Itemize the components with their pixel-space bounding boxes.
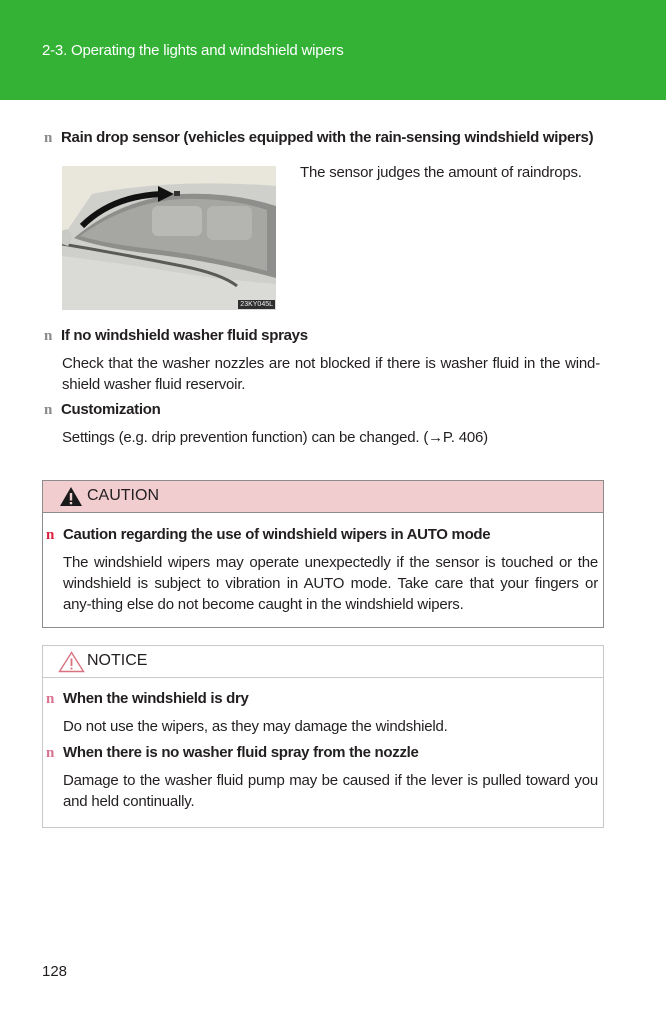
notice-label: NOTICE — [87, 652, 148, 669]
windshield-sensor-photo — [62, 166, 276, 310]
bullet-marker: n — [46, 527, 55, 543]
bullet-marker: n — [44, 402, 53, 418]
figure-code: 23KY045L — [240, 301, 273, 308]
caution-box — [42, 480, 604, 628]
customization-heading: n Customization — [44, 401, 161, 418]
section-title: 2-3. Operating the lights and windshield wipers — [42, 42, 344, 59]
notice-item-text: Do not use the wipers, as they may damage the windshield. — [63, 718, 448, 735]
notice-item-heading: n When there is no washer fluid spray from the nozzle — [46, 744, 419, 761]
caution-item-text: The windshield wipers may operate unexpectedly if the sensor is touched or the windshield is subject to vibration in AUTO mode. Take care that your fingers or any-thing else do not become caught in the windshield wipers. — [63, 554, 598, 613]
warning-triangle-icon — [59, 486, 83, 507]
rain-sensor-heading: n Rain drop sensor (vehicles equipped with the rain-sensing windshield wipers) — [44, 129, 594, 146]
page-number: 128 — [42, 963, 68, 980]
notice-box — [42, 645, 604, 828]
notice-item-text: Damage to the washer fluid pump may be caused if the lever is pulled toward you and held continually. — [63, 772, 598, 810]
chapter-header — [0, 0, 666, 100]
washer-fluid-text: Check that the washer nozzles are not blocked if there is washer fluid in the wind-shield washer fluid reservoir. — [62, 355, 600, 393]
windshield-rain-sensor-illustration-icon — [62, 166, 276, 310]
bullet-marker: n — [46, 745, 55, 761]
notice-header — [43, 646, 603, 678]
bullet-marker: n — [44, 130, 53, 146]
photo-caption: The sensor judges the amount of raindrops. — [300, 164, 582, 181]
caution-item-heading: n Caution regarding the use of windshield wipers in AUTO mode — [46, 526, 491, 543]
notice-item-heading: n When the windshield is dry — [46, 690, 249, 707]
caution-header — [43, 481, 603, 513]
bullet-marker: n — [46, 691, 55, 707]
notice-triangle-icon — [58, 651, 85, 673]
bullet-marker: n — [44, 328, 53, 344]
caution-label: CAUTION — [87, 487, 159, 504]
washer-fluid-heading: n If no windshield washer fluid sprays — [44, 327, 308, 344]
customization-text: Settings (e.g. drip prevention function) can be changed. (→P. 406) — [62, 429, 488, 446]
